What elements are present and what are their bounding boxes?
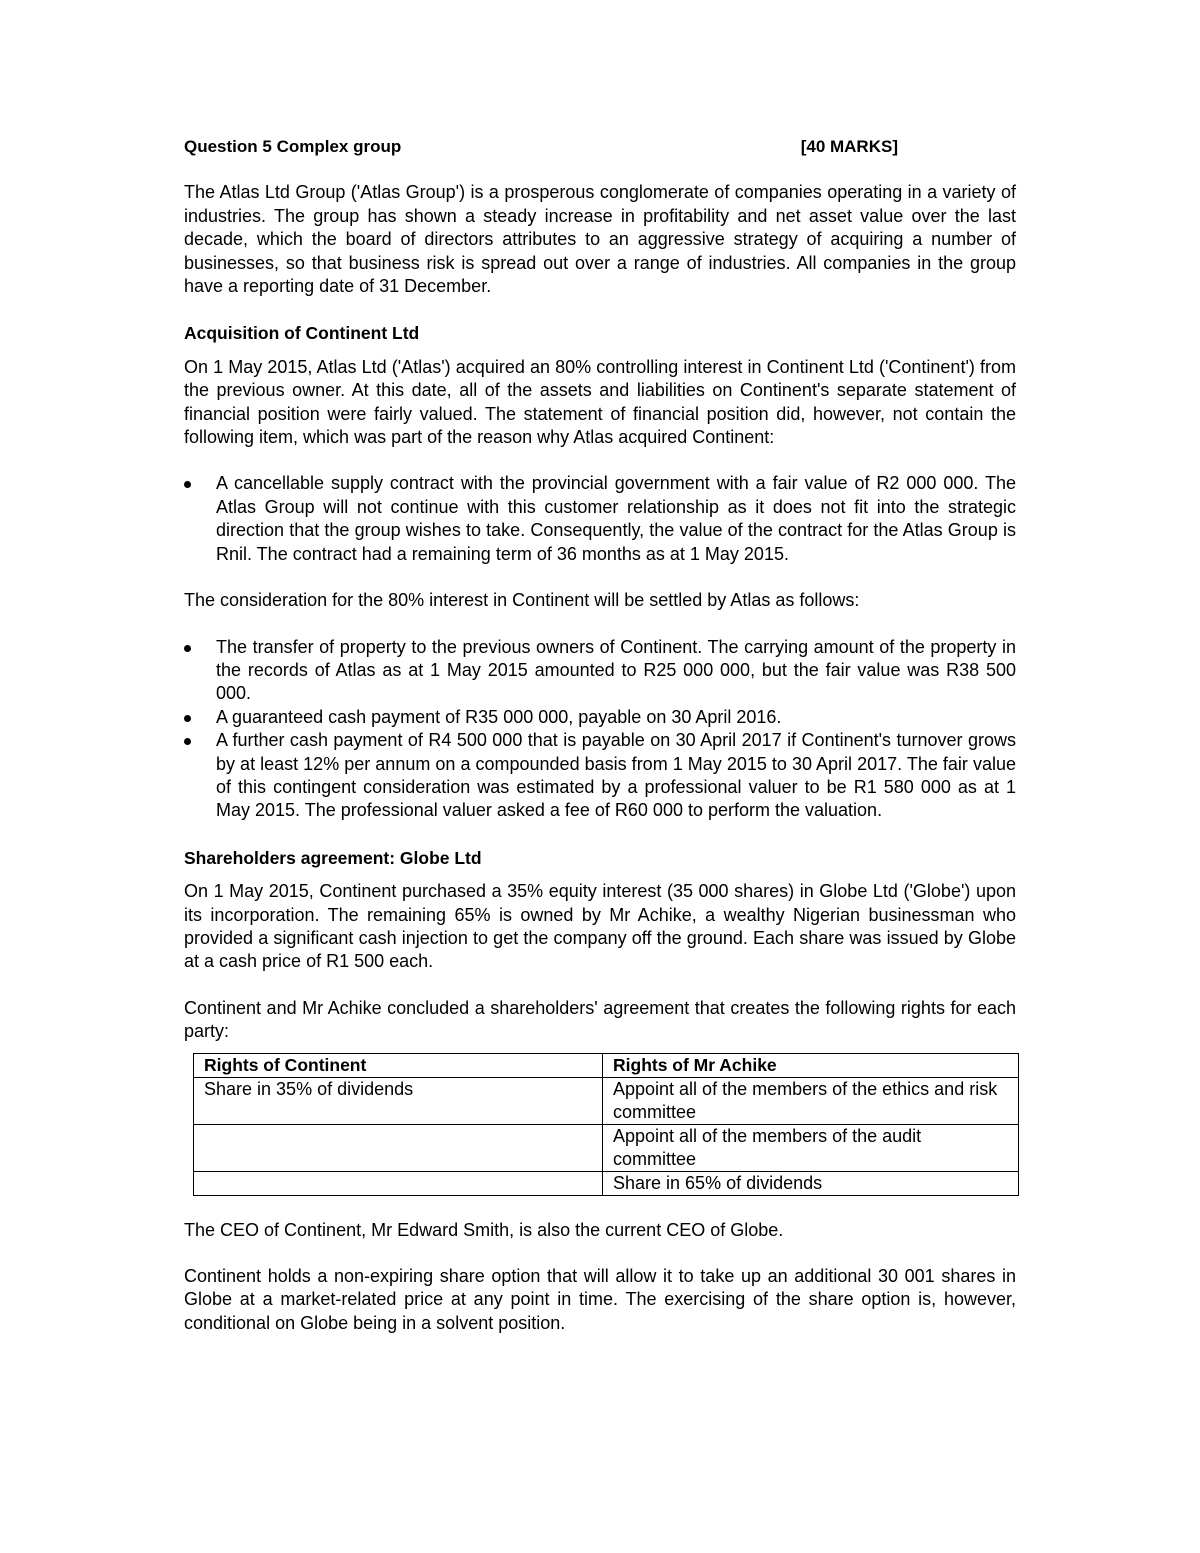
acquisition-paragraph: On 1 May 2015, Atlas Ltd ('Atlas') acquired an 80% controlling interest in Continent Ltd ('Continent') from the previous owner. At this date, all of the assets and liabilities on Continent's separate statement of financial position were fairly valued. The statement of financial position did, however, not contain the following item, which was part of the reason why Atlas acquired Continent: — [184, 356, 1016, 448]
column-header: Rights of Continent — [194, 1053, 603, 1077]
agreement-paragraph: Continent and Mr Achike concluded a shareholders' agreement that creates the following rights for each party: — [184, 997, 1016, 1042]
table-header-row — [194, 1053, 1019, 1077]
table-cell: Appoint all of the members of the audit committee — [603, 1124, 1019, 1171]
shareholders-heading: Shareholders agreement: Globe Ltd — [184, 847, 482, 868]
consideration-list — [184, 636, 1016, 823]
globe-paragraph: On 1 May 2015, Continent purchased a 35% equity interest (35 000 shares) in Globe Ltd ('Globe') upon its incorporation. The remaining 65% is owned by Mr Achike, a wealthy Nigerian businessman who provided a significant cash injection to get the company off the ground. Each share was issued by Globe at a cash price of R1 500 each. — [184, 881, 1016, 972]
question-header — [184, 135, 1016, 158]
list-item-text: A cancellable supply contract with the provincial government with a fair value of R2 000 000. The Atlas Group will not continue with this customer relationship as it does not fit into the strategic direction that the group wishes to take. Consequently, the value of the contract for the Atlas Group is Rnil. The contract had a remaining term of 36 months as at 1 May 2015. — [216, 473, 1016, 564]
document-page — [184, 132, 1016, 1335]
list-item — [184, 472, 1016, 566]
table-cell: Share in 35% of dividends — [194, 1077, 603, 1124]
list-item-text: A guaranteed cash payment of R35 000 000, payable on 30 April 2016. — [216, 706, 782, 727]
table-cell: Appoint all of the members of the ethics and risk committee — [603, 1077, 1019, 1124]
table-cell — [194, 1171, 603, 1195]
consideration-intro: The consideration for the 80% interest in Continent will be settled by Atlas as follows: — [184, 590, 860, 611]
table-cell — [194, 1124, 603, 1171]
bullet-icon — [184, 715, 191, 722]
bullet-icon — [184, 645, 191, 652]
intro-paragraph: The Atlas Ltd Group ('Atlas Group') is a prosperous conglomerate of companies operating in a variety of industries. The group has shown a steady increase in profitability and net asset value over the last decade, which the board of directors attributes to an aggressive strategy of acquiring a number of businesses, so that business risk is spread out over a range of industries. All companies in the group have a reporting date of 31 December. — [184, 182, 1016, 297]
table-row — [194, 1077, 1019, 1124]
acquisition-item-list — [184, 472, 1016, 566]
list-item — [184, 729, 1016, 823]
share-option-paragraph: Continent holds a non-expiring share option that will allow it to take up an additional 30 001 shares in Globe at a market-related price at any point in time. The exercising of the share option is, however, conditional on Globe being in a solvent position. — [184, 1266, 1016, 1333]
rights-table — [193, 1053, 1019, 1196]
ceo-paragraph: The CEO of Continent, Mr Edward Smith, is also the current CEO of Globe. — [184, 1219, 784, 1240]
bullet-icon — [184, 738, 191, 745]
list-item-text: The transfer of property to the previous owners of Continent. The carrying amount of the property in the records of Atlas as at 1 May 2015 amounted to R25 000 000, but the fair value was R38 500 000. — [216, 636, 1016, 704]
question-title: Question 5 Complex group — [184, 137, 402, 156]
list-item — [184, 636, 1016, 706]
table-cell: Share in 65% of dividends — [603, 1171, 1019, 1195]
question-marks: [40 MARKS] — [800, 137, 898, 156]
list-item-text: A further cash payment of R4 500 000 that is payable on 30 April 2017 if Continent's turnover grows by at least 12% per annum on a compounded basis from 1 May 2015 to 30 April 2017. The fair value of this contingent consideration was estimated by a professional valuer to be R1 580 000 as at 1 May 2015. The professional valuer asked a fee of R60 000 to perform the valuation. — [216, 730, 1016, 821]
column-header: Rights of Mr Achike — [603, 1053, 1019, 1077]
table-row — [194, 1171, 1019, 1195]
acquisition-heading: Acquisition of Continent Ltd — [184, 323, 420, 344]
table-row — [194, 1124, 1019, 1171]
list-item — [184, 706, 1016, 729]
bullet-icon — [184, 481, 191, 488]
